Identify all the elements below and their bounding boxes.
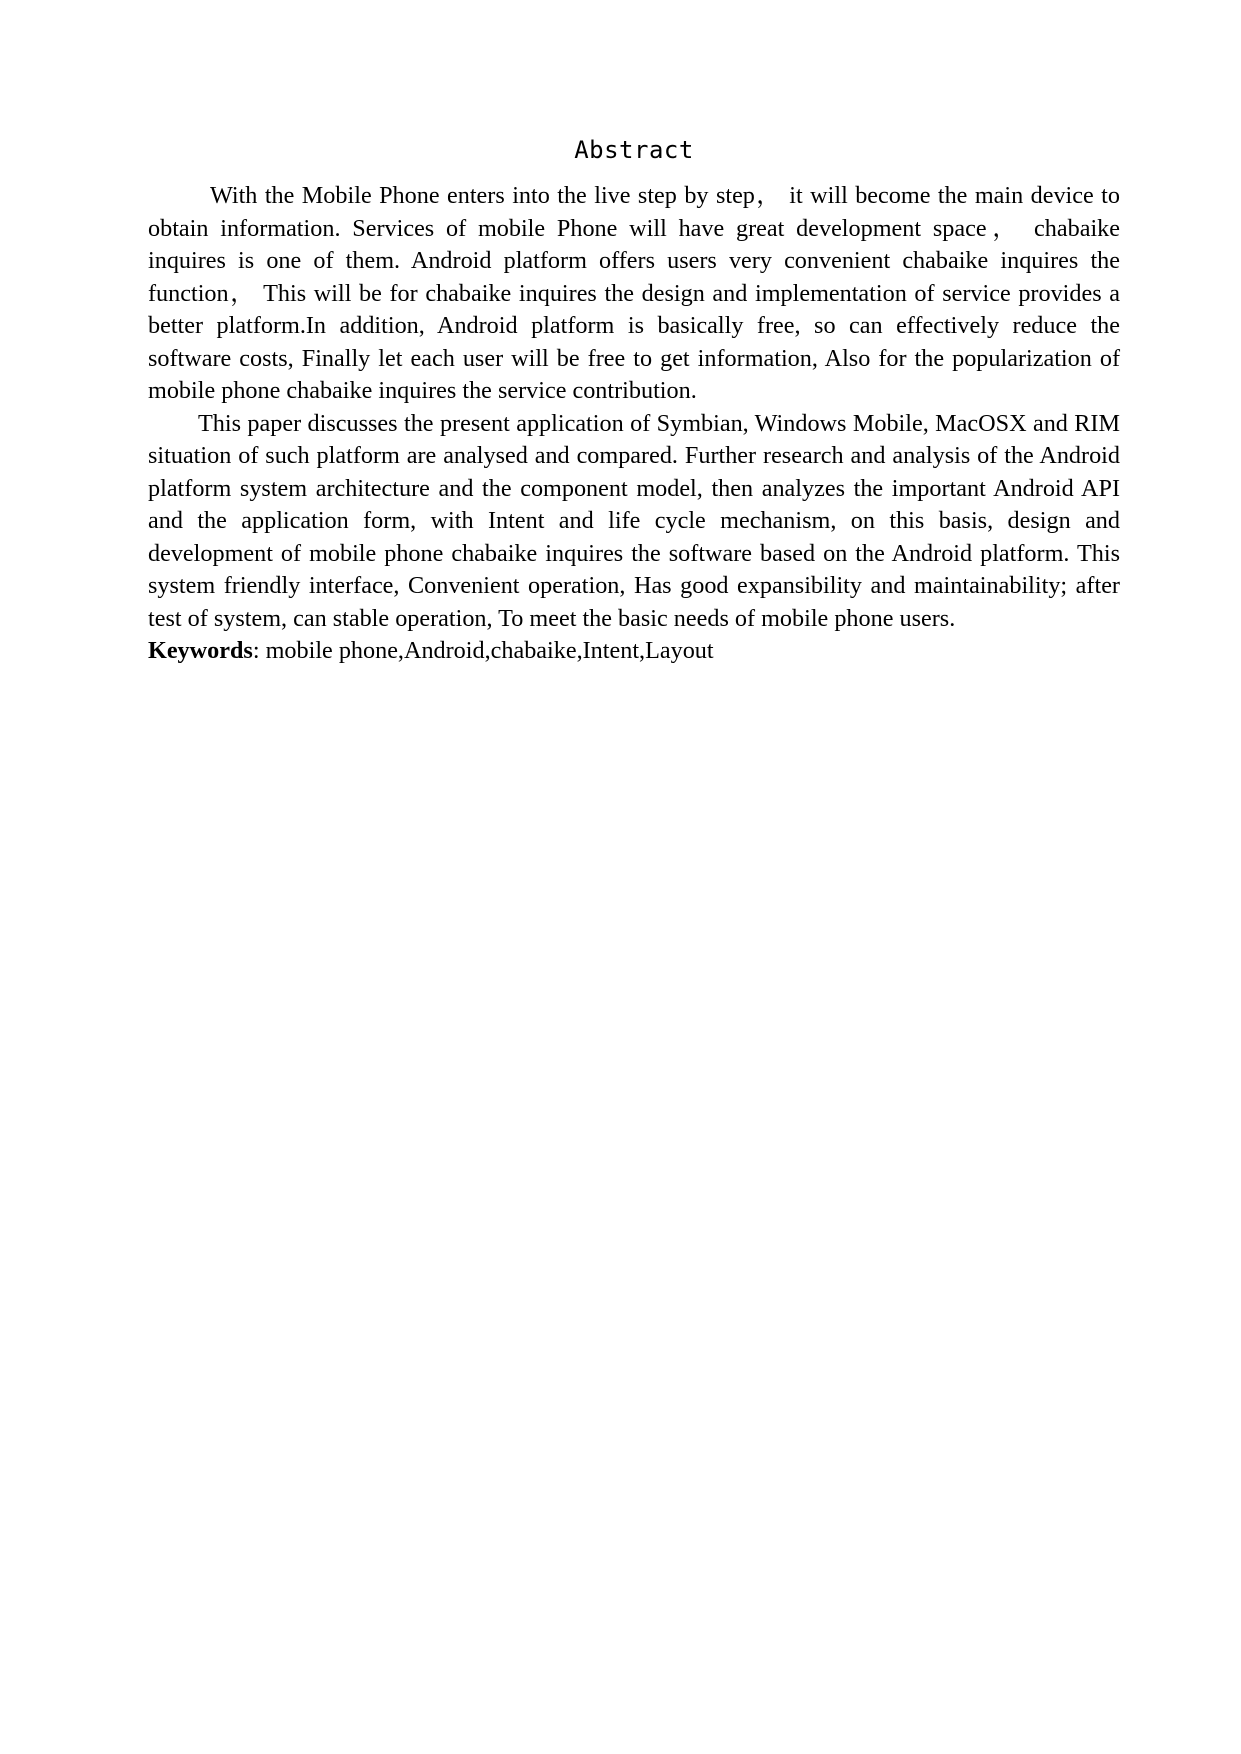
abstract-title: Abstract [574,136,694,164]
keywords-value: mobile phone,Android,chabaike,Intent,Layout [265,637,714,664]
abstract-paragraph-2: This paper discusses the present application of Symbian, Windows Mobile, MacOSX and RIM situation of such platform are analysed and compared. Further research and analysis of the Android platform system architecture and the component model, then analyzes the important Android API and the application form, with Intent and life cycle mechanism, on this basis, design and development of mobile phone chabaike inquires the software based on the Android platform. This system friendly interface, Convenient operation, Has good expansibility and maintainability; after test of system, can stable operation, To meet the basic needs of mobile phone users. [148,409,1120,632]
abstract-section [148,134,1120,668]
keywords-separator: : [252,637,266,664]
keywords-label: Keywords [148,637,253,664]
keywords-line [148,635,1120,668]
abstract-paragraph-1: With the Mobile Phone enters into the live step by step， it will become the main device to obtain information. Services of mobile Phone will have great development space， chabaike inquires is one of them. Android platform offers users very convenient chabaike inquires the function， This will be for chabaike inquires the design and implementation of service provides a better platform.In addition, Android platform is basically free, so can effectively reduce the software costs, Finally let each user will be free to get information, Also for the popularization of mobile phone chabaike inquires the service contribution. [148,182,1120,404]
